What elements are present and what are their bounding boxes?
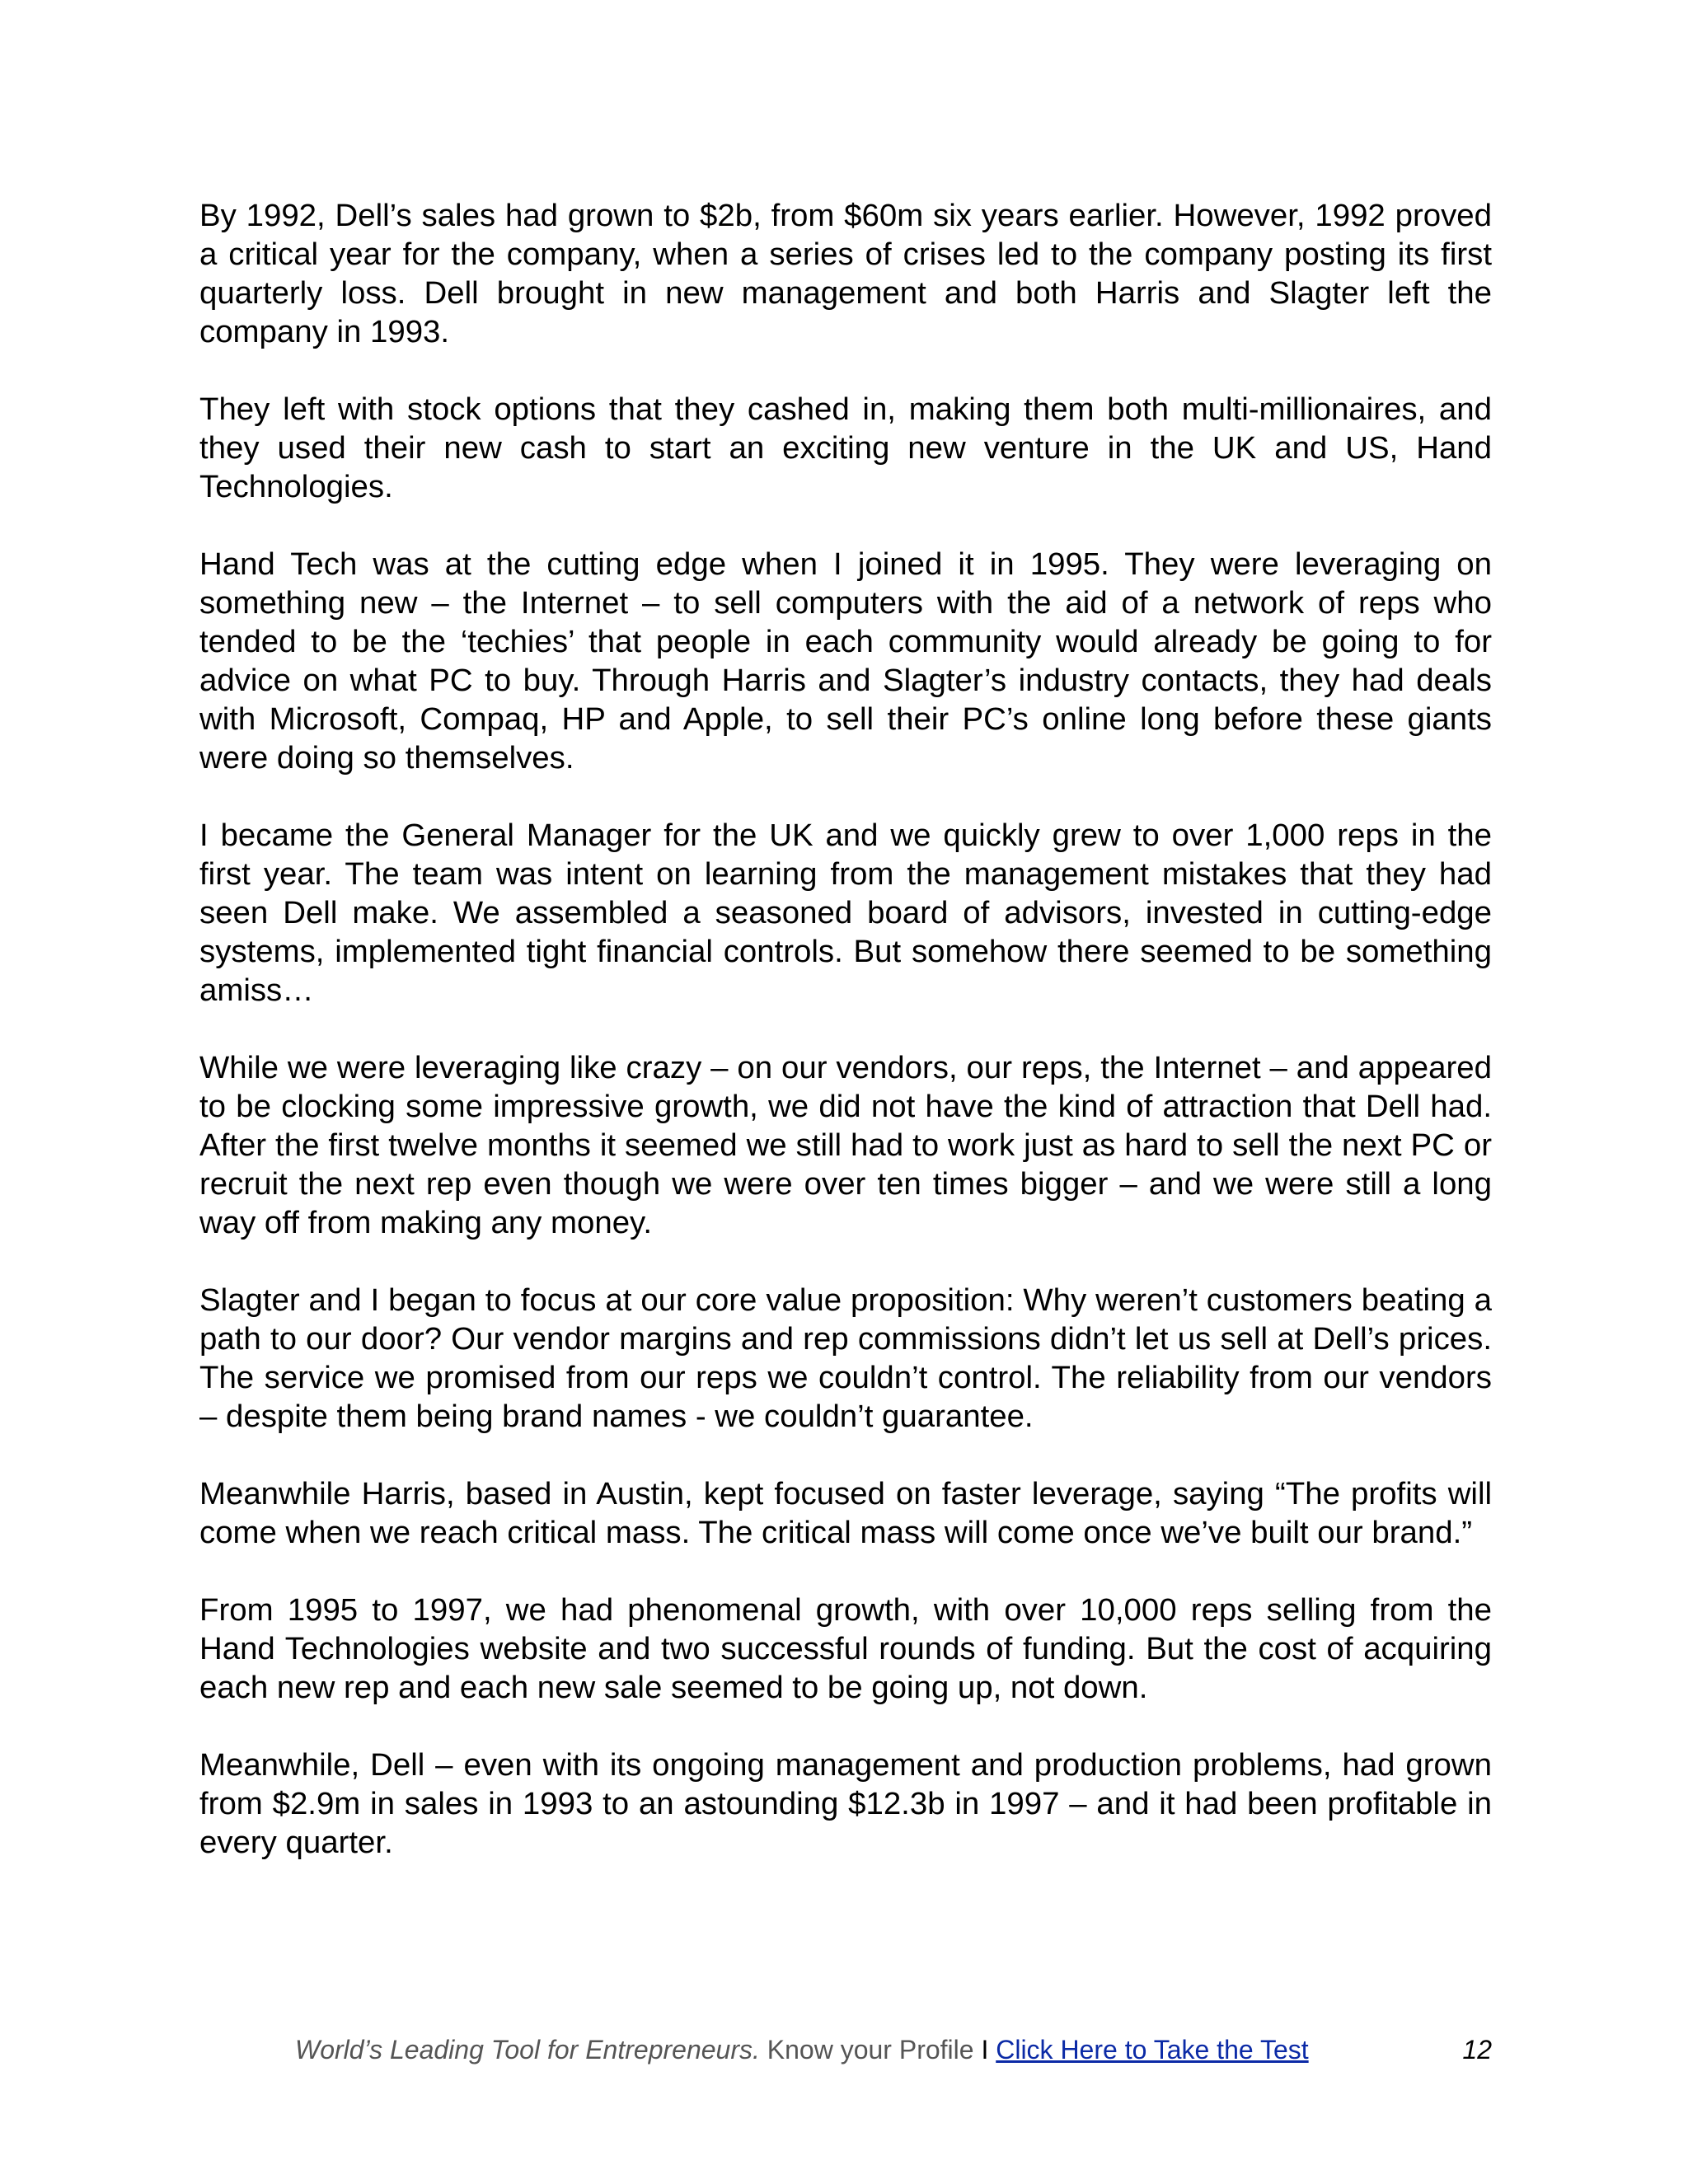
paragraph-7: Meanwhile Harris, based in Austin, kept focused on faster leverage, saying “The profits will come when we reach critical mass. The critical mass will come once we’ve built our brand.” xyxy=(199,1476,1492,1550)
footer-profile-text: Know your Profile xyxy=(759,2035,982,2064)
paragraph-8: From 1995 to 1997, we had phenomenal growth, with over 10,000 reps selling from the Hand Technologies website and two successful rounds of funding. But the cost of acquiring each new rep and each new sale seemed to be going up, not down. xyxy=(199,1592,1492,1705)
paragraph-5: While we were leveraging like crazy – on our vendors, our reps, the Internet – and appeared to be clocking some impressive growth, we did not have the kind of attraction that Dell had. After the first twelve months it seemed we still had to work just as hard to sell the next PC or recruit the next rep even though we were over ten times bigger – and we were still a long way off from making any money. xyxy=(199,1050,1492,1240)
paragraph-4: I became the General Manager for the UK and we quickly grew to over 1,000 reps in the first year. The team was intent on learning from the management mistakes that they had seen Dell make. We assembled a seasoned board of advisors, invested in cutting-edge systems, implemented tight financial controls. But somehow there seemed to be something amiss… xyxy=(199,818,1492,1008)
paragraph-6: Slagter and I began to focus at our core value proposition: Why weren’t customers beating a path to our door? Our vendor margins and rep commissions didn’t let us sell at Dell’s prices. The service we promised from our reps we couldn’t control. The reliability from our vendors – despite them being brand names - we couldn’t guarantee. xyxy=(199,1282,1492,1434)
footer-tagline: World’s Leading Tool for Entrepreneurs. xyxy=(295,2035,760,2064)
document-body xyxy=(199,196,1492,1900)
page-number: 12 xyxy=(1462,2035,1492,2064)
paragraph-3: Hand Tech was at the cutting edge when I joined it in 1995. They were leveraging on something new – the Internet – to sell computers with the aid of a network of reps who tended to be the ‘techies’ that people in each community would already be going to for advice on what PC to buy. Through Harris and Slagter’s industry contacts, they had deals with Microsoft, Compaq, HP and Apple, to sell their PC’s online long before these giants were doing so themselves. xyxy=(199,546,1492,776)
page-footer xyxy=(199,2029,1492,2070)
take-test-link[interactable]: Click Here to Take the Test xyxy=(996,2035,1309,2064)
footer-separator: I xyxy=(981,2035,989,2064)
footer-line xyxy=(295,2029,1309,2070)
paragraph-9: Meanwhile, Dell – even with its ongoing management and production problems, had grown from $2.9m in sales in 1993 to an astounding $12.3b in 1997 – and it had been profitable in every quarter. xyxy=(199,1747,1492,1860)
paragraph-2: They left with stock options that they cashed in, making them both multi-millionaires, and they used their new cash to start an exciting new venture in the UK and US, Hand Technologies. xyxy=(199,391,1492,504)
paragraph-1: By 1992, Dell’s sales had grown to $2b, from $60m six years earlier. However, 1992 proved a critical year for the company, when a series of crises led to the company posting its first quarterly loss. Dell brought in new management and both Harris and Slagter left the company in 1993. xyxy=(199,198,1492,349)
